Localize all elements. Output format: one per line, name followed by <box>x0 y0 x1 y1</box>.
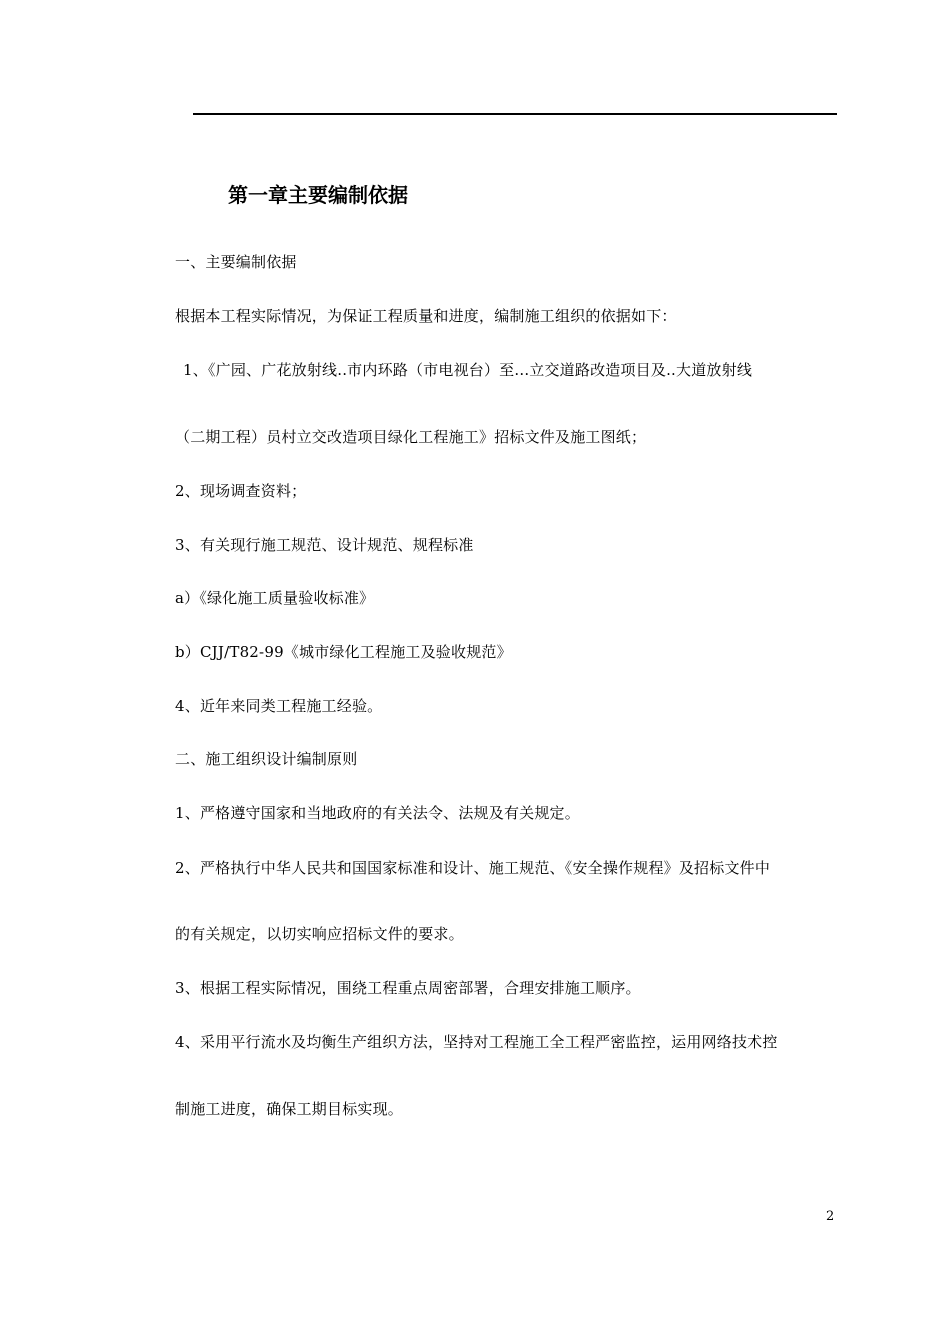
principle-item-2-line-2: 的有关规定，以切实响应招标文件的要求。 <box>175 925 464 943</box>
section-heading-principles: 二、施工组织设计编制原则 <box>175 750 358 768</box>
basis-item-3a: a）《绿化施工质量验收标准》 <box>175 589 375 607</box>
basis-item-1-line-2: （二期工程）员村立交改造项目绿化工程施工》招标文件及施工图纸； <box>175 428 647 446</box>
principle-item-3: 3、根据工程实际情况，围绕工程重点周密部署，合理安排施工顺序。 <box>175 979 641 997</box>
basis-item-3: 3、有关现行施工规范、设计规范、规程标准 <box>175 536 474 554</box>
basis-item-4: 4、近年来同类工程施工经验。 <box>175 697 383 715</box>
header-rule <box>193 113 837 115</box>
basis-intro: 根据本工程实际情况，为保证工程质量和进度，编制施工组织的依据如下： <box>175 307 677 325</box>
principle-item-4-line-1: 4、采用平行流水及均衡生产组织方法，坚持对工程施工全工程严密监控，运用网络技术控 <box>175 1033 778 1051</box>
principle-item-1: 1、严格遵守国家和当地政府的有关法令、法规及有关规定。 <box>175 804 580 822</box>
page-number: 2 <box>826 1209 835 1224</box>
basis-item-2: 2、现场调查资料； <box>175 482 307 500</box>
chapter-title: 第一章主要编制依据 <box>228 183 408 207</box>
basis-item-1-line-1: 1、《广园、广花放射线..市内环路（市电视台）至...立交道路改造项目及..大道放射线 <box>183 361 753 379</box>
basis-item-3b: b）CJJ/T82-99《城市绿化工程施工及验收规范》 <box>175 643 512 661</box>
principle-item-4-line-2: 制施工进度，确保工期目标实现。 <box>175 1100 404 1118</box>
section-heading-basis: 一、主要编制依据 <box>175 253 297 271</box>
principle-item-2-line-1: 2、严格执行中华人民共和国国家标准和设计、施工规范、《安全操作规程》及招标文件中 <box>175 859 771 877</box>
